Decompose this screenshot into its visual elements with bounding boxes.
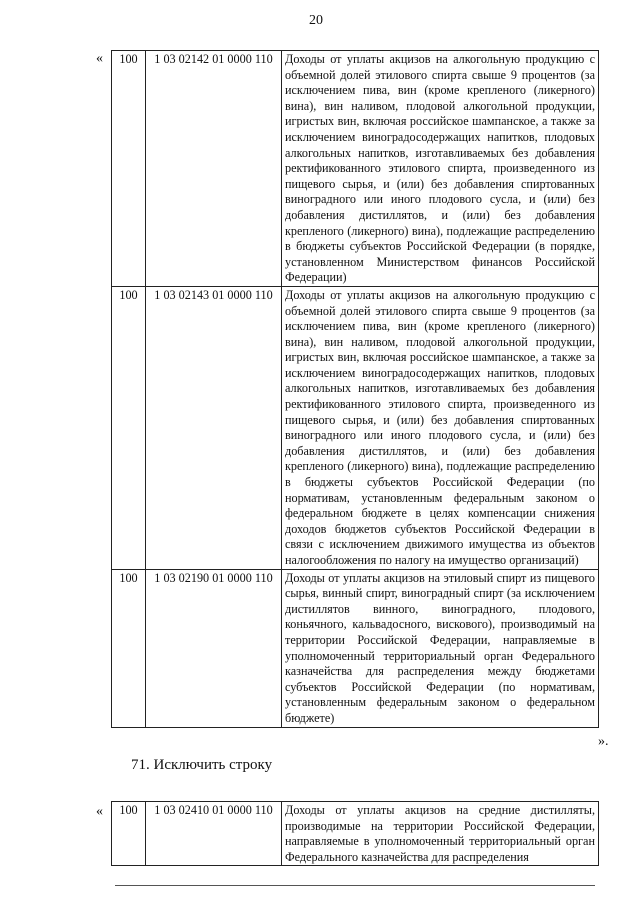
table-row [112, 802, 599, 866]
closing-quote-mark: ». [598, 734, 609, 749]
description-cell: Доходы от уплаты акцизов на средние дистилляты, производимые на территории Российской Федерации, направляемые в уполномоченный территориальный орган Федерального казначейства для распределения [282, 802, 599, 866]
page-number: 20 [309, 13, 323, 28]
table-row [112, 51, 599, 287]
description-cell: Доходы от уплаты акцизов на алкогольную продукцию с объемной долей этилового спирта свыше 9 процентов (за исключением пива, вин (кроме крепленого (ликерного) вина), вин наливом, плодовой алкогольной продукции, игристых вин, включая российское шампанское, а также за исключением виноградосодержащих напитков, плодовых алкогольных напитков, изготавливаемых без добавления ректификованного этилового спирта, произведенного из пищевого сырья, и (или) без добавления спиртованных виноградного или иного плодового сусла, и (или) без добавления дистиллятов, и (или) без добавления крепленого (ликерного) вина), подлежащие распределению в бюджеты субъектов Российской Федерации (в порядке, установленном Министерством финансов Российской Федерации) [282, 51, 599, 287]
table-row [112, 286, 599, 569]
revenue-codes-table [111, 50, 599, 728]
page-bottom-rule [115, 885, 595, 886]
opening-quote-mark: « [96, 51, 103, 66]
opening-quote-mark: « [96, 804, 103, 819]
admin-code-cell: 100 [112, 51, 146, 287]
kbk-code-cell: 1 03 02143 01 0000 110 [146, 286, 282, 569]
item-71-heading: 71. Исключить строку [131, 757, 273, 773]
kbk-code-cell: 1 03 02190 01 0000 110 [146, 569, 282, 727]
admin-code-cell: 100 [112, 802, 146, 866]
table-row [112, 569, 599, 727]
admin-code-cell: 100 [112, 569, 146, 727]
kbk-code-cell: 1 03 02142 01 0000 110 [146, 51, 282, 287]
description-cell: Доходы от уплаты акцизов на этиловый спирт из пищевого сырья, винный спирт, виноградный спирт (за исключением дистиллятов винного, виноградного, плодового, коньячного, кальвадосного, вискового), производимый на территории Российской Федерации, направляемые в уполномоченный территориальный орган Федерального казначейства для распределения между бюджетами субъектов Российской Федерации (по нормативам, установленным федеральным законом о федеральном бюджете) [282, 569, 599, 727]
kbk-code-cell: 1 03 02410 01 0000 110 [146, 802, 282, 866]
description-cell: Доходы от уплаты акцизов на алкогольную продукцию с объемной долей этилового спирта свыше 9 процентов (за исключением пива, вин (кроме крепленого (ликерного) вина), вин наливом, плодовой алкогольной продукции, игристых вин, включая российское шампанское, а также за исключением виноградосодержащих напитков, плодовых алкогольных напитков, изготавливаемых без добавления ректификованного этилового спирта, произведенного из пищевого сырья, и (или) без добавления спиртованных виноградного или иного плодового сусла, и (или) без добавления дистиллятов, и (или) без добавления крепленого (ликерного) вина), подлежащие распределению в бюджеты субъектов Российской Федерации (по нормативам, установленным федеральным законом о федеральном бюджете в целях компенсации снижения доходов бюджетов субъектов Российской Федерации в связи с исключением движимого имущества из объектов налогообложения по налогу на имущество организаций) [282, 286, 599, 569]
excluded-row-table [111, 801, 599, 866]
admin-code-cell: 100 [112, 286, 146, 569]
